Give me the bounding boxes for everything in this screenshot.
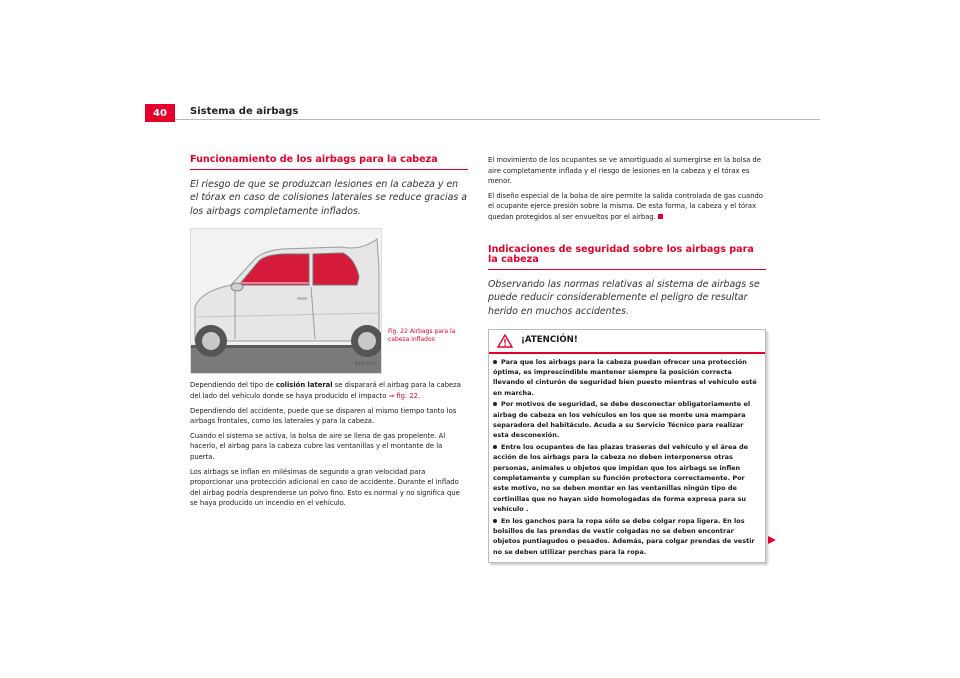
text-span: se disparará el airbag para la cabeza del lado del vehículo donde se haya producido el impacto	[190, 381, 461, 400]
figure-caption: Fig. 22 Airbags para la cabeza inflados	[388, 328, 456, 344]
section-heading-safety: Indicaciones de seguridad sobre los airbags para la cabeza	[488, 245, 766, 270]
header-divider	[175, 119, 820, 120]
next-page-arrow-icon[interactable]	[767, 535, 777, 545]
warning-text: Para que los airbags para la cabeza puedan ofrecer una protección óptima, es imprescindible mantener siempre la posición correcta llevando el cinturón de seguridad bien puesto mientras el vehículo esté en marcha.	[493, 357, 757, 397]
figure-22	[190, 228, 468, 374]
text-span: .	[417, 391, 421, 400]
warning-triangle-icon	[497, 334, 513, 348]
warning-item	[493, 442, 761, 515]
section-heading-airbag-function: Funcionamiento de los airbags para la cabeza	[190, 155, 468, 170]
paragraph: El movimiento de los ocupantes se ve amortiguado al sumergirse en la bolsa de aire completamente inflada y el riesgo de lesiones en la cabeza y el tórax es menor.	[488, 156, 761, 186]
section-intro: El riesgo de que se produzcan lesiones en la cabeza y en el tórax en caso de colisiones laterales se reduce gracias a los airbags completamente inflados.	[190, 178, 468, 217]
car-airbag-illustration	[190, 228, 382, 374]
left-column	[190, 155, 468, 513]
warning-text: En los ganchos para la ropa sólo se debe colgar ropa ligera. En los bolsillos de las prendas de vestir colgadas no se deben encontrar objetos puntiagudos o pesados. Además, para colgar prendas de vestir no se deben utilizar perchas para la ropa.	[493, 516, 755, 556]
bullet-icon	[493, 445, 497, 449]
figure-reference-link[interactable]: ⇒ fig. 22	[388, 391, 418, 400]
text-span: El diseño especial de la bolsa de aire permite la salida controlada de gas cuando el ocupante ejerce presión sobre la misma. De esta forma, la cabeza y el tórax quedan protegidos al ser envueltos por el airbag.	[488, 191, 763, 221]
car-side-image	[191, 229, 381, 373]
bullet-icon	[493, 519, 497, 523]
paragraph	[190, 380, 468, 401]
warning-item	[493, 516, 761, 558]
warning-title: ¡ATENCIÓN!	[521, 335, 578, 346]
warning-text: Entre los ocupantes de las plazas traseras del vehículo y el área de acción de los airbags para la cabeza no deben interponerse otras personas, animales u objetos que impidan que los airbags se inflen completamente y cumplan su función protectora correctamente. Por este motivo, no se deben montar en las ventanillas ningún tipo de cortinillas que no hayan sido homologadas de forma expresa para su vehículo .	[493, 442, 749, 514]
paragraph: Los airbags se inflan en milésimas de segundo a gran velocidad para proporcionar una protección adicional en caso de accidente. Durante el inflado del airbag podría desprenderse un polvo fino. Esto es normal y no significa que se haya producido un incendio en el vehículo.	[190, 467, 460, 508]
warning-list	[489, 354, 765, 563]
text-span: Dependiendo del tipo de	[190, 381, 276, 390]
warning-box	[488, 329, 766, 564]
section-intro: Observando las normas relativas al sistema de airbags se puede reducir considerablemente el peligro de resultar herido en muchos accidentes.	[488, 278, 760, 317]
paragraph: Dependiendo del accidente, puede que se disparen al mismo tiempo tanto los airbags frontales, como los laterales y para la cabeza.	[190, 406, 457, 426]
bullet-icon	[493, 360, 497, 364]
section-end-marker	[658, 214, 663, 219]
figure-code: B4U-0126	[354, 361, 377, 367]
bold-term: colisión lateral	[275, 381, 333, 390]
chapter-title: Sistema de airbags	[190, 106, 299, 117]
warning-text: Por motivos de seguridad, se debe desconectar obligatoriamente el airbag de cabeza en los vehículos en los que se monte una mampara separadora del habitáculo. Acuda a su Servicio Técnico para realizar esta desconexión.	[493, 400, 751, 440]
paragraph: Cuando el sistema se activa, la bolsa de aire se llena de gas propelente. Al hacerlo, el airbag para la cabeza cubre las ventanillas y el montante de la puerta.	[190, 431, 446, 461]
right-column	[488, 155, 766, 563]
paragraph	[488, 191, 766, 223]
warning-item	[493, 399, 761, 441]
page-number: 40	[145, 104, 175, 122]
bullet-icon	[493, 402, 497, 406]
warning-header	[489, 330, 765, 352]
warning-item	[493, 357, 761, 399]
